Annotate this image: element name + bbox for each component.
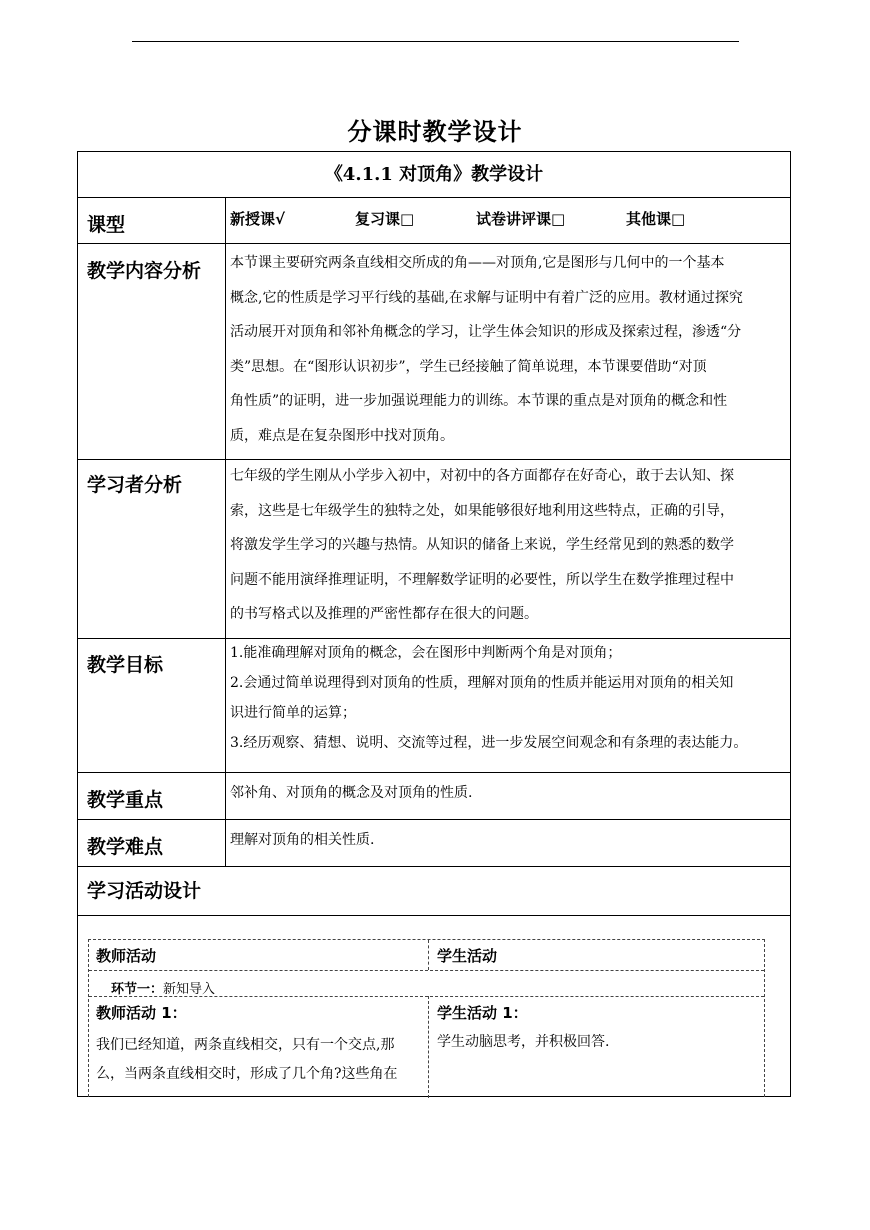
student-activity-title: 学生活动 1： — [437, 1004, 528, 1022]
teacher-activity-line: 我们已经知道，两条直线相交，只有一个交点,那 — [96, 1037, 395, 1053]
content-analysis-label: 教学内容分析 — [87, 260, 202, 282]
content-analysis-line: 活动展开对顶角和邻补角概念的学习，让学生体会知识的形成及探索过程，渗透“分 — [230, 324, 742, 340]
key-points-label: 教学重点 — [87, 789, 164, 811]
student-activity-text: 学生动脑思考，并积极回答. — [437, 1034, 610, 1050]
objective-item: 3.经历观察、猜想、说明、交流等过程，进一步发展空间观念和有条理的表达能力。 — [230, 735, 748, 751]
objectives-text — [230, 638, 786, 758]
teacher-activity-text — [96, 1031, 426, 1089]
content-analysis-text — [230, 246, 786, 453]
course-type-review: 复习课□ — [355, 210, 415, 228]
learner-analysis-line: 将激发学生学习的兴趣与热情。从知识的储备上来说，学生经常见到的熟悉的数学 — [230, 537, 734, 553]
content-analysis-line: 本节课主要研究两条直线相交所成的角——对顶角,它是图形与几何中的一个基本 — [230, 255, 725, 271]
content-analysis-line: 角性质”的证明，进一步加强说理能力的训练。本节课的重点是对顶角的概念和性 — [230, 393, 728, 409]
row-divider — [78, 243, 790, 244]
objective-item: 1.能准确理解对顶角的概念，会在图形中判断两个角是对顶角； — [230, 645, 622, 661]
teacher-activity-title: 教师活动 1： — [96, 1004, 187, 1022]
difficulties-text: 理解对顶角的相关性质. — [230, 832, 375, 848]
column-divider — [225, 197, 226, 866]
objectives-label: 教学目标 — [87, 654, 164, 676]
step-label: 环节一： — [111, 982, 164, 997]
row-divider — [78, 772, 790, 773]
row-divider — [78, 915, 790, 916]
document-title: 分课时教学设计 — [347, 118, 523, 146]
header-rule — [132, 41, 739, 42]
teacher-activity-header: 教师活动 — [96, 947, 157, 965]
activity-table — [88, 939, 765, 1097]
step-one — [111, 978, 215, 997]
row-divider — [78, 866, 790, 867]
learner-analysis-line: 问题不能用演绎推理证明，不理解数学证明的必要性，所以学生在数学推理过程中 — [230, 571, 734, 588]
learner-analysis-line: 的书写格式以及推理的严密性都存在很大的问题。 — [230, 606, 538, 622]
course-type-new: 新授课√ — [230, 210, 286, 228]
learner-analysis-label: 学习者分析 — [87, 474, 183, 496]
step-name: 新知导入 — [163, 982, 216, 997]
learner-analysis-text — [230, 459, 786, 632]
activity-column-divider — [428, 996, 429, 1098]
key-points-text: 邻补角、对顶角的概念及对顶角的性质. — [230, 785, 473, 801]
course-type-label: 课型 — [87, 214, 126, 236]
objective-item: 识进行简单的运算； — [230, 705, 356, 721]
learner-analysis-line: 七年级的学生刚从小学步入初中，对初中的各方面都存在好奇心，敢于去认知、探 — [230, 468, 734, 484]
content-analysis-line: 质，难点是在复杂图形中找对顶角。 — [230, 427, 454, 444]
content-analysis-line: 类”思想。在“图形认识初步”，学生已经接触了简单说理，本节课要借助“对顶 — [230, 358, 707, 375]
activity-design-label: 学习活动设计 — [87, 880, 202, 902]
difficulties-label: 教学难点 — [87, 836, 164, 858]
content-analysis-line: 概念,它的性质是学习平行线的基础,在求解与证明中有着广泛的应用。教材通过探究 — [230, 289, 743, 306]
activity-row-divider — [89, 970, 764, 971]
student-activity-header: 学生活动 — [437, 947, 498, 965]
objective-item: 2.会通过简单说理得到对顶角的性质，理解对顶角的性质并能运用对顶角的相关知 — [230, 675, 734, 691]
course-type-exam-review: 试卷讲评课□ — [476, 210, 566, 228]
activity-column-divider — [428, 940, 429, 970]
row-divider — [78, 819, 790, 820]
lesson-title: 《4.1.1 对顶角》教学设计 — [324, 164, 544, 185]
teacher-activity-line: 么，当两条直线相交时，形成了几个角?这些角在 — [96, 1066, 398, 1082]
learner-analysis-line: 索，这些是七年级学生的独特之处，如果能够很好地利用这些特点，正确的引导， — [230, 502, 734, 519]
row-divider — [78, 197, 790, 198]
course-type-other: 其他课□ — [626, 210, 686, 228]
